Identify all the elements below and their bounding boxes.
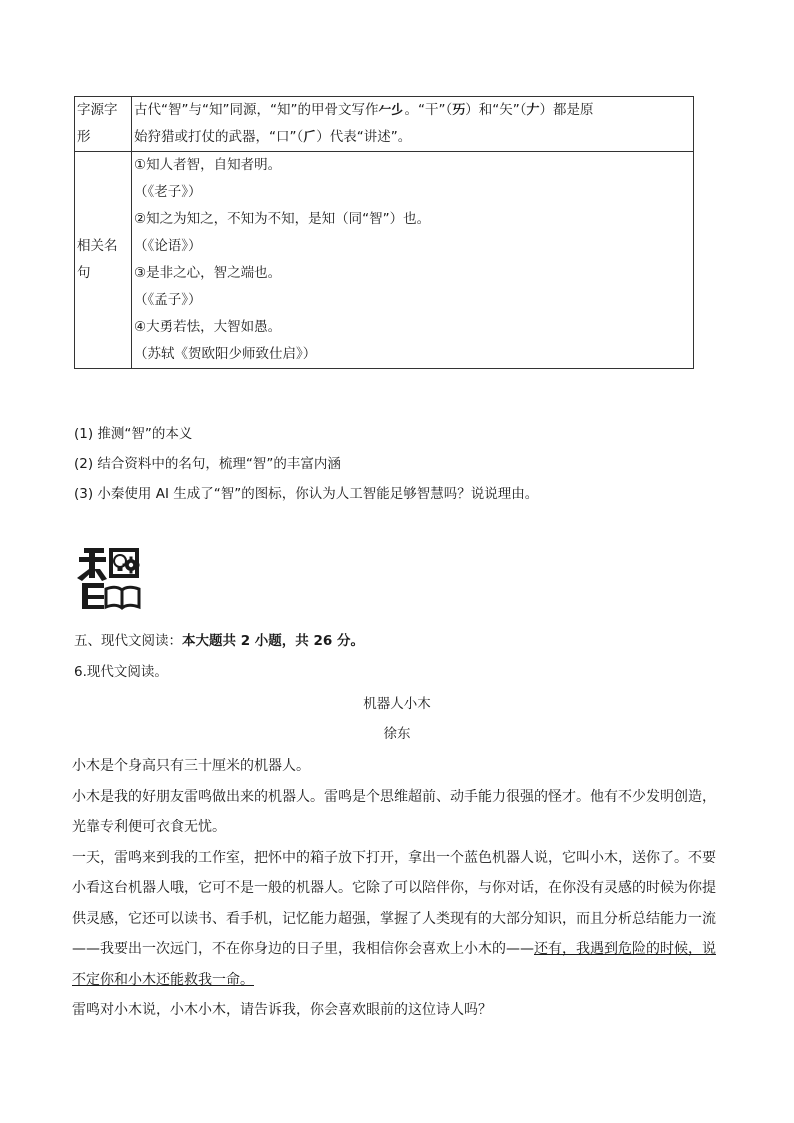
- quotes-content: [132, 152, 694, 369]
- article-body: [72, 751, 720, 1026]
- section-prefix: 五、现代文阅读：: [74, 633, 182, 649]
- oracle-bone-kou-glyph: 𠂆: [303, 130, 317, 145]
- paragraph-line: [72, 965, 720, 996]
- quote-line: ③是非之心，智之端也。: [134, 265, 282, 281]
- etymology-text-e: 始狩猎或打仗的武器，“口”（: [134, 129, 304, 145]
- quote-line: ④大勇若怯，大智如愚。: [134, 319, 282, 335]
- oracle-bone-gan-glyph: 𠀅: [452, 103, 466, 118]
- quotes-label-line2: 句: [77, 265, 91, 281]
- paragraph-text: ——我要出一次远门，不在你身边的日子里，我相信你会喜欢上小木的——: [72, 941, 534, 957]
- article-author: 徐东: [383, 726, 411, 742]
- etymology-label-line1: 字源字: [77, 102, 118, 118]
- etymology-line2: [134, 124, 691, 151]
- underlined-text: 不定你和小木还能救我一命。: [72, 971, 254, 988]
- quote-source: （《论语》）: [134, 238, 202, 254]
- quote-source: （苏轼《贺欧阳少师致仕启》）: [134, 346, 317, 362]
- quotes-row: [75, 152, 694, 369]
- quotes-label: [75, 152, 132, 369]
- etymology-line1: [134, 97, 691, 124]
- etymology-text-c: ）和“矢”（: [465, 102, 527, 118]
- question-list: [74, 419, 538, 509]
- etymology-text-f: ）代表“讲述”。: [316, 129, 412, 145]
- article-title: 机器人小木: [363, 696, 431, 712]
- zhi-info-table: [74, 96, 694, 369]
- oracle-bone-shi-glyph: 𠂇: [526, 103, 540, 118]
- paragraph-line: 雷鸣对小木说，小木小木，请告诉我，你会喜欢眼前的这位诗人吗？: [72, 1002, 492, 1018]
- question-2: (2) 结合资料中的名句，梳理“智”的丰富内涵: [74, 456, 341, 472]
- oracle-bone-zhi-glyph: 𠂉𣥂: [378, 103, 405, 118]
- paragraph-line: 一天，雷鸣来到我的工作室，把怀中的箱子放下打开，拿出一个蓝色机器人说，它叫小木，送你了。不要: [72, 849, 716, 866]
- paragraph-line: 小木是我的好朋友雷鸣做出来的机器人。雷鸣是个思维超前、动手能力很强的怪才。他有不少发明创造，: [72, 788, 716, 805]
- etymology-content: [132, 97, 694, 152]
- etymology-text-d: ）都是原: [539, 102, 594, 118]
- paragraph-line: 光靠专利便可衣食无忧。: [72, 819, 226, 835]
- question-1: (1) 推测“智”的本义: [74, 426, 193, 442]
- paragraph-line: 供灵感，它还可以读书、看手机，记忆能力超强，掌握了人类现有的大部分知识，而且分析总结能力一流: [72, 910, 716, 927]
- etymology-label-line2: 形: [77, 129, 91, 145]
- quote-source: （《孟子》）: [134, 292, 202, 308]
- etymology-text-a: 古代“智”与“知”同源，“知”的甲骨文写作: [134, 102, 379, 118]
- section-five-heading: [74, 629, 364, 649]
- paragraph-line: 小木是个身高只有三十厘米的机器人。: [72, 758, 310, 774]
- paragraph-line: 小看这台机器人哦，它可不是一般的机器人。它除了可以陪伴你，与你对话，在你没有灵感的时候为你提: [72, 880, 716, 896]
- underlined-text: 还有，我遇到危险的时候，说: [534, 941, 716, 957]
- quote-source: （《老子》）: [134, 184, 202, 200]
- etymology-label: [75, 97, 132, 152]
- section-bold-text: 本大题共 2 小题，共 26 分。: [182, 633, 364, 649]
- etymology-row: [75, 97, 694, 152]
- question-3: (3) 小秦使用 AI 生成了“智”的图标，你认为人工智能足够智慧吗？说说理由。: [74, 486, 539, 502]
- quotes-label-line1: 相关名: [77, 238, 118, 254]
- etymology-text-b: 。“干”（: [404, 102, 453, 118]
- quote-line: ②知之为知之，不知为不知，是知（同“智”）也。: [134, 211, 431, 227]
- zhi-ai-logo-icon: [76, 545, 142, 611]
- question-6: 6.现代文阅读。: [74, 664, 168, 680]
- quote-line: ①知人者智，自知者明。: [134, 157, 282, 173]
- paragraph-line: [72, 934, 720, 965]
